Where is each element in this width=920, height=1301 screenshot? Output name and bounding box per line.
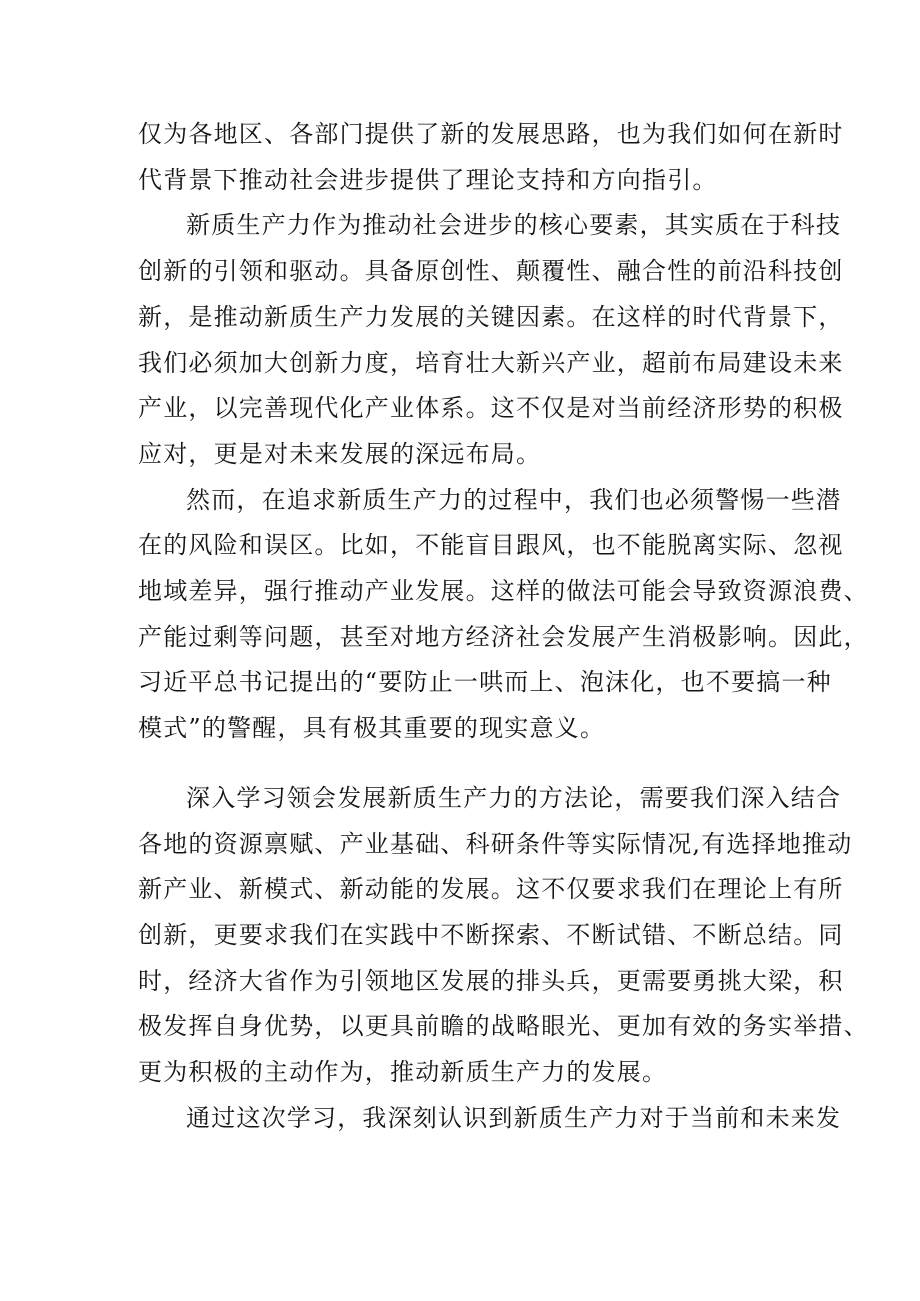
text-line: 各地的资源禀赋、产业基础、科研条件等实际情况,有选择地推动 bbox=[138, 829, 853, 858]
document-body bbox=[138, 112, 869, 1141]
text-line: 代背景下推动社会进步提供了理论支持和方向指引。 bbox=[138, 165, 718, 194]
paragraph-risks bbox=[138, 478, 869, 752]
text-line: 我们必须加大创新力度，培育壮大新兴产业，超前布局建设未来 bbox=[138, 348, 844, 377]
text-line: 模式”的警醒，具有极其重要的现实意义。 bbox=[138, 714, 606, 743]
text-line: 产能过剩等问题，甚至对地方经济社会发展产生消极影响。因此， bbox=[138, 622, 869, 651]
text-line: 创新，更要求我们在实践中不断探索、不断试错、不断总结。同 bbox=[138, 920, 844, 949]
text-line: 创新的引领和驱动。具备原创性、颠覆性、融合性的前沿科技创 bbox=[138, 257, 844, 286]
text-line: 新质生产力作为推动社会进步的核心要素，其实质在于科技 bbox=[186, 211, 842, 240]
text-line: 应对，更是对未来发展的深远布局。 bbox=[138, 439, 542, 468]
text-line: 通过这次学习，我深刻认识到新质生产力对于当前和未来发 bbox=[186, 1103, 842, 1132]
text-line: 更为积极的主动作为，推动新质生产力的发展。 bbox=[138, 1058, 668, 1087]
paragraph-continuation bbox=[138, 112, 844, 203]
text-line: 深入学习领会发展新质生产力的方法论，需要我们深入结合 bbox=[186, 783, 842, 812]
paragraph-methodology bbox=[138, 776, 869, 1096]
text-line: 仅为各地区、各部门提供了新的发展思路，也为我们如何在新时 bbox=[138, 120, 844, 148]
text-line: 新，是推动新质生产力发展的关键因素。在这样的时代背景下， bbox=[138, 302, 844, 331]
text-line: 地域差异，强行推动产业发展。这样的做法可能会导致资源浪费、 bbox=[138, 577, 869, 606]
text-line: 产业，以完善现代化产业体系。这不仅是对当前经济形势的积极 bbox=[138, 394, 844, 423]
paragraph-conclusion bbox=[138, 1096, 842, 1142]
text-line: 然而，在追求新质生产力的过程中，我们也必须警惕一些潜 bbox=[186, 485, 842, 514]
text-line: 在的风险和误区。比如，不能盲目跟风，也不能脱离实际、忽视 bbox=[138, 531, 844, 560]
text-line: 时，经济大省作为引领地区发展的排头兵，更需要勇挑大梁，积 bbox=[138, 966, 844, 995]
paragraph-core-elements bbox=[138, 203, 844, 477]
text-line: 习近平总书记提出的“要防止一哄而上、泡沫化，也不要搞一种 bbox=[138, 668, 832, 697]
text-line: 新产业、新模式、新动能的发展。这不仅要求我们在理论上有所 bbox=[138, 875, 844, 904]
text-line: 极发挥自身优势，以更具前瞻的战略眼光、更加有效的务实举措、 bbox=[138, 1012, 869, 1041]
